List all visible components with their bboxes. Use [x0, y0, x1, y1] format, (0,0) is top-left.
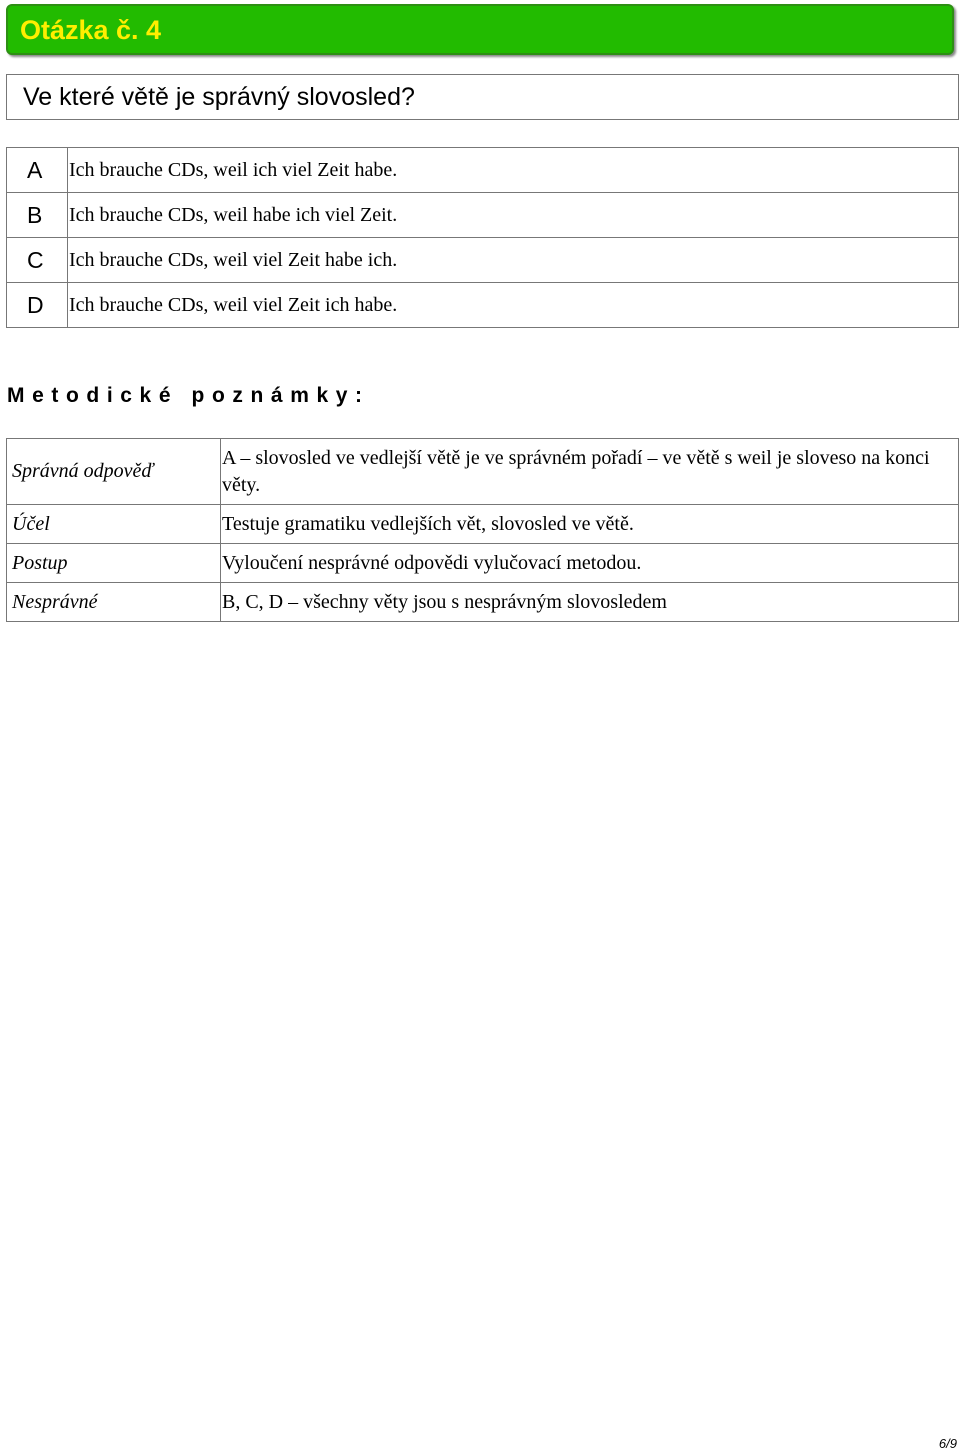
notes-row: [7, 439, 959, 505]
answer-option: [7, 193, 959, 238]
notes-label: Postup: [7, 544, 221, 583]
notes-label: Účel: [7, 505, 221, 544]
answer-text: Ich brauche CDs, weil habe ich viel Zeit.: [68, 193, 959, 238]
answer-letter: D: [7, 283, 68, 328]
notes-value: A – slovosled ve vedlejší větě je ve správném pořadí – ve větě s weil je sloveso na konci věty.: [221, 439, 959, 505]
notes-value: B, C, D – všechny věty jsou s nesprávným slovosledem: [221, 583, 959, 622]
answer-option: [7, 148, 959, 193]
answer-letter: B: [7, 193, 68, 238]
answer-options-table: [6, 147, 959, 328]
question-text: Ve které větě je správný slovosled?: [23, 83, 415, 111]
notes-row: [7, 505, 959, 544]
notes-label: Správná odpověď: [7, 439, 221, 505]
question-header: [6, 4, 954, 55]
answer-letter: A: [7, 148, 68, 193]
methodical-notes-table: [6, 438, 959, 622]
notes-value: Testuje gramatiku vedlejších vět, slovosled ve větě.: [221, 505, 959, 544]
answer-text: Ich brauche CDs, weil ich viel Zeit habe.: [68, 148, 959, 193]
answer-text: Ich brauche CDs, weil viel Zeit ich habe.: [68, 283, 959, 328]
answer-option: [7, 238, 959, 283]
page-number: 6/9: [938, 1436, 957, 1451]
question-number-title: Otázka č. 4: [20, 15, 162, 45]
answer-text: Ich brauche CDs, weil viel Zeit habe ich.: [68, 238, 959, 283]
answer-letter: C: [7, 238, 68, 283]
notes-row: [7, 544, 959, 583]
notes-row: [7, 583, 959, 622]
question-box: [6, 74, 959, 120]
notes-label: Nesprávné: [7, 583, 221, 622]
notes-value: Vyloučení nesprávné odpovědi vylučovací metodou.: [221, 544, 959, 583]
answer-option: [7, 283, 959, 328]
notes-heading: Metodické poznámky:: [7, 384, 370, 407]
